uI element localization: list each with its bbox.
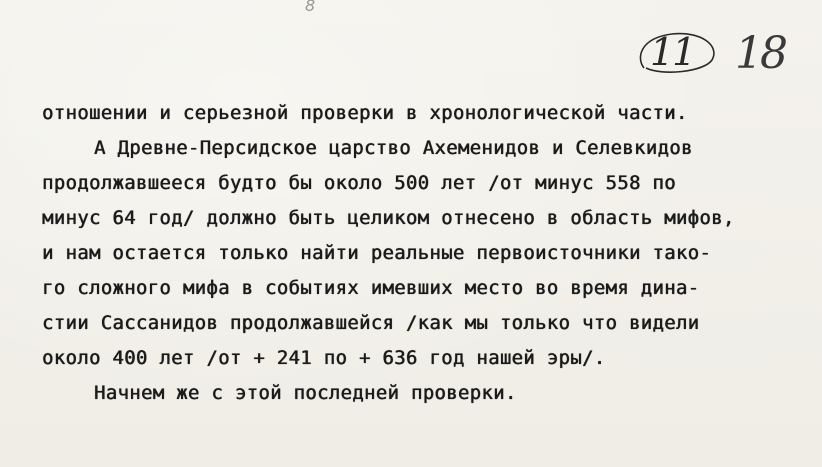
typed-text-block <box>42 96 822 411</box>
text-line-6: го сложного мифа в событиях имевших место во время дина- <box>42 277 700 299</box>
text-line-1: отношении и серьезной проверки в хронологической части. <box>42 102 688 124</box>
text-line-5: и нам остается только найти реальные первоисточники тако- <box>42 242 712 264</box>
text-line-9: Начнем же с этой последней проверки. <box>94 382 517 404</box>
text-line-7: стии Сассанидов продолжавшейся /как мы только что видели <box>42 312 700 334</box>
pencil-mark: 8 <box>305 0 316 15</box>
text-line-8: около 400 лет /от + 241 по + 636 год нашей эры/. <box>42 347 606 369</box>
handwritten-page-number-2: 18 <box>735 28 785 79</box>
text-line-4: минус 64 год/ должно быть целиком отнесено в область мифов, <box>42 207 735 229</box>
handwritten-page-number-1: 11 <box>650 30 695 74</box>
text-line-2: А Древне-Персидское царство Ахеменидов и Селевкидов <box>94 137 693 159</box>
text-line-3: продолжавшееся будто бы около 500 лет /от минус 558 по <box>42 172 676 194</box>
